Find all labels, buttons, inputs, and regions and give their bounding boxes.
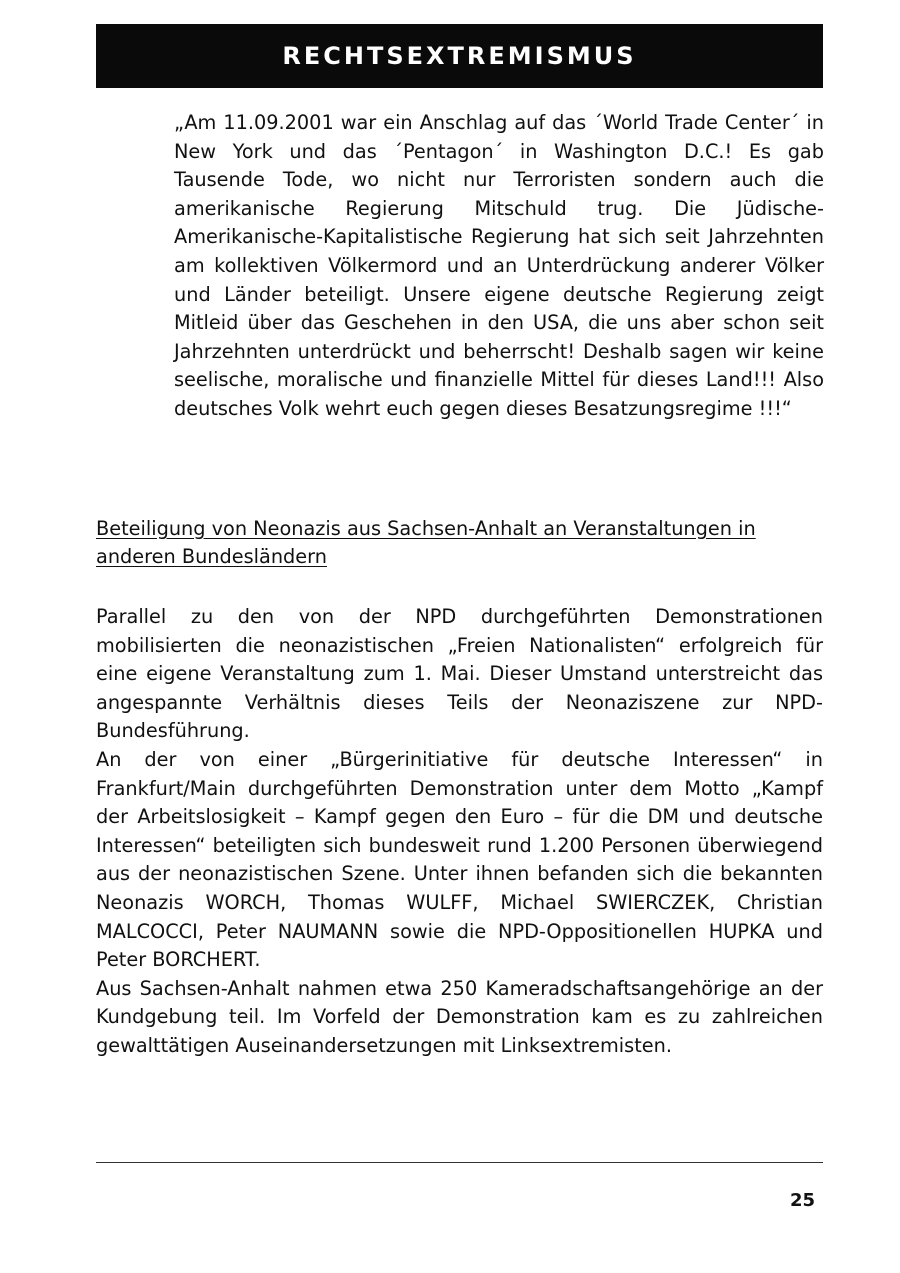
section-heading: Beteiligung von Neonazis aus Sachsen-Anhalt an Veranstaltungen in anderen Bundesländern [96,517,756,568]
section-body [96,603,823,1061]
paragraph: Parallel zu den von der NPD durchgeführten Demonstrationen mobilisierten die neonazistischen „Freien Nationalisten“ erfolgreich für eine eigene Veranstaltung zum 1. Mai. Dieser Umstand unterstreicht das angespannte Verhältnis dieses Teils der Neonaziszene zur NPD-Bundesführung. [96,605,823,743]
paragraph: Aus Sachsen-Anhalt nahmen etwa 250 Kameradschaftsangehörige an der Kundgebung teil. Im Vorfeld der Demonstration kam es zu zahlreichen gewalttätigen Auseinandersetzungen mit Linksextremisten. [96,976,823,1057]
paragraph: An der von einer „Bürgerinitiative für deutsche Interessen“ in Frankfurt/Main durchgeführten Demonstration unter dem Motto „Kampf der Arbeitslosigkeit – Kampf gegen den Euro – für die DM und deutsche Interessen“ beteiligten sich bundesweit rund 1.200 Personen überwiegend aus der neonazistischen Szene. Unter ihnen befanden sich die bekannten Neonazis WORCH, Thomas WULFF, Michael SWIERCZEK, Christian MALCOCCI, Peter NAUMANN sowie die NPD-Oppositionellen HUPKA und Peter BORCHERT. [96,747,823,972]
footer-divider [96,1162,823,1163]
header-bar [96,24,823,88]
page-number: 25 [790,1190,816,1211]
quoted-statement: „Am 11.09.2001 war ein Anschlag auf das ´World Trade Center´ in New York und das ´Pentagon´ in Washington D.C.! Es gab Tausende Tode, wo nicht nur Terroristen sondern auch die amerikanische Regierung Mitschuld trug. Die Jüdische-Amerikanische-Kapitalistische Regierung hat sich seit Jahrzehnten am kollektiven Völkermord und an Unterdrückung anderer Völker und Länder beteiligt. Unsere eigene deutsche Regierung zeigt Mitleid über das Geschehen in den USA, die uns aber schon seit Jahrzehnten unterdrückt und beherrscht! Deshalb sagen wir keine seelische, moralische und finanzielle Mittel für dieses Land!!! Also deutsches Volk wehrt euch gegen dieses Besatzungsregime !!!“ [174,111,824,420]
page-title: RECHTSEXTREMISMUS [282,42,637,70]
